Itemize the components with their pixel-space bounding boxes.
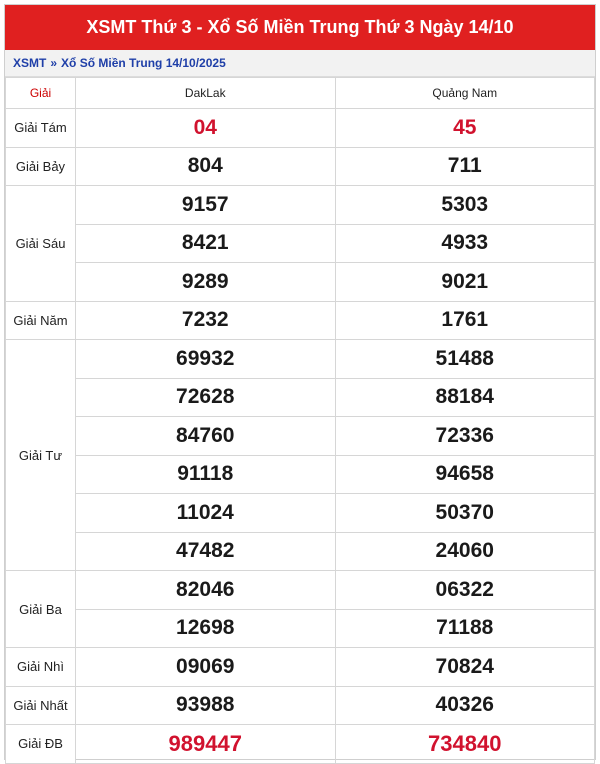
- breadcrumb-separator: »: [50, 56, 58, 70]
- result-number-province-2: 24060: [335, 532, 595, 571]
- column-header-province-1: DakLak: [76, 78, 336, 109]
- result-number-province-2: 1761: [335, 301, 595, 340]
- result-number-province-1: 69932: [76, 340, 336, 379]
- table-header-row: [6, 78, 595, 109]
- prize-label: Giải Nhì: [6, 648, 76, 687]
- result-number-province-2: 45: [335, 109, 595, 148]
- result-number-province-1: 91118: [76, 455, 336, 494]
- result-number-province-1: 47482: [76, 532, 336, 571]
- result-number-province-1: 9289: [76, 263, 336, 302]
- table-row: [6, 301, 595, 340]
- result-number-province-2: 734840: [335, 725, 595, 764]
- result-number-province-1: 8421: [76, 224, 336, 263]
- result-number-province-1: 7232: [76, 301, 336, 340]
- prize-label: Giải Bảy: [6, 147, 76, 186]
- result-number-province-1: 9157: [76, 186, 336, 225]
- table-row: [6, 378, 595, 417]
- result-number-province-1: 04: [76, 109, 336, 148]
- column-header-prize: Giải: [6, 78, 76, 109]
- prize-label: Giải Ba: [6, 571, 76, 648]
- prize-label: Giải Năm: [6, 301, 76, 340]
- result-number-province-2: 06322: [335, 571, 595, 610]
- result-number-province-2: 51488: [335, 340, 595, 379]
- table-row: [6, 147, 595, 186]
- result-number-province-2: 70824: [335, 648, 595, 687]
- breadcrumb-current-link[interactable]: Xổ Số Miền Trung 14/10/2025: [61, 56, 226, 70]
- result-number-province-1: 84760: [76, 417, 336, 456]
- table-row: [6, 186, 595, 225]
- result-number-province-2: 40326: [335, 686, 595, 725]
- table-row: [6, 340, 595, 379]
- table-row: [6, 455, 595, 494]
- result-number-province-1: 11024: [76, 494, 336, 533]
- prize-label: Giải Nhất: [6, 686, 76, 725]
- result-number-province-1: 804: [76, 147, 336, 186]
- table-row: [6, 494, 595, 533]
- result-number-province-2: 9021: [335, 263, 595, 302]
- table-row: [6, 648, 595, 687]
- table-row: [6, 686, 595, 725]
- result-number-province-2: 71188: [335, 609, 595, 648]
- result-number-province-1: 82046: [76, 571, 336, 610]
- prize-label: Giải Sáu: [6, 186, 76, 302]
- result-number-province-2: 4933: [335, 224, 595, 263]
- page-title: XSMT Thứ 3 - Xổ Số Miền Trung Thứ 3 Ngày 14/10: [5, 5, 595, 50]
- result-number-province-1: 93988: [76, 686, 336, 725]
- prize-label: Giải Tư: [6, 340, 76, 571]
- prize-label: Giải ĐB: [6, 725, 76, 764]
- table-row: [6, 609, 595, 648]
- result-number-province-2: 94658: [335, 455, 595, 494]
- result-number-province-1: 989447: [76, 725, 336, 764]
- result-number-province-2: 50370: [335, 494, 595, 533]
- column-header-province-2: Quảng Nam: [335, 78, 595, 109]
- result-number-province-2: 711: [335, 147, 595, 186]
- table-row: [6, 224, 595, 263]
- table-row: [6, 532, 595, 571]
- table-row: [6, 417, 595, 456]
- table-row: [6, 263, 595, 302]
- prize-label: Giải Tám: [6, 109, 76, 148]
- result-number-province-1: 09069: [76, 648, 336, 687]
- table-row: [6, 109, 595, 148]
- results-panel: [4, 4, 596, 760]
- breadcrumb-home-link[interactable]: XSMT: [13, 56, 47, 70]
- result-number-province-2: 72336: [335, 417, 595, 456]
- result-number-province-1: 12698: [76, 609, 336, 648]
- result-number-province-2: 5303: [335, 186, 595, 225]
- results-body: [6, 109, 595, 764]
- table-row: [6, 571, 595, 610]
- table-row: [6, 725, 595, 764]
- breadcrumb: [5, 50, 595, 77]
- result-number-province-2: 88184: [335, 378, 595, 417]
- results-table: [5, 77, 595, 764]
- result-number-province-1: 72628: [76, 378, 336, 417]
